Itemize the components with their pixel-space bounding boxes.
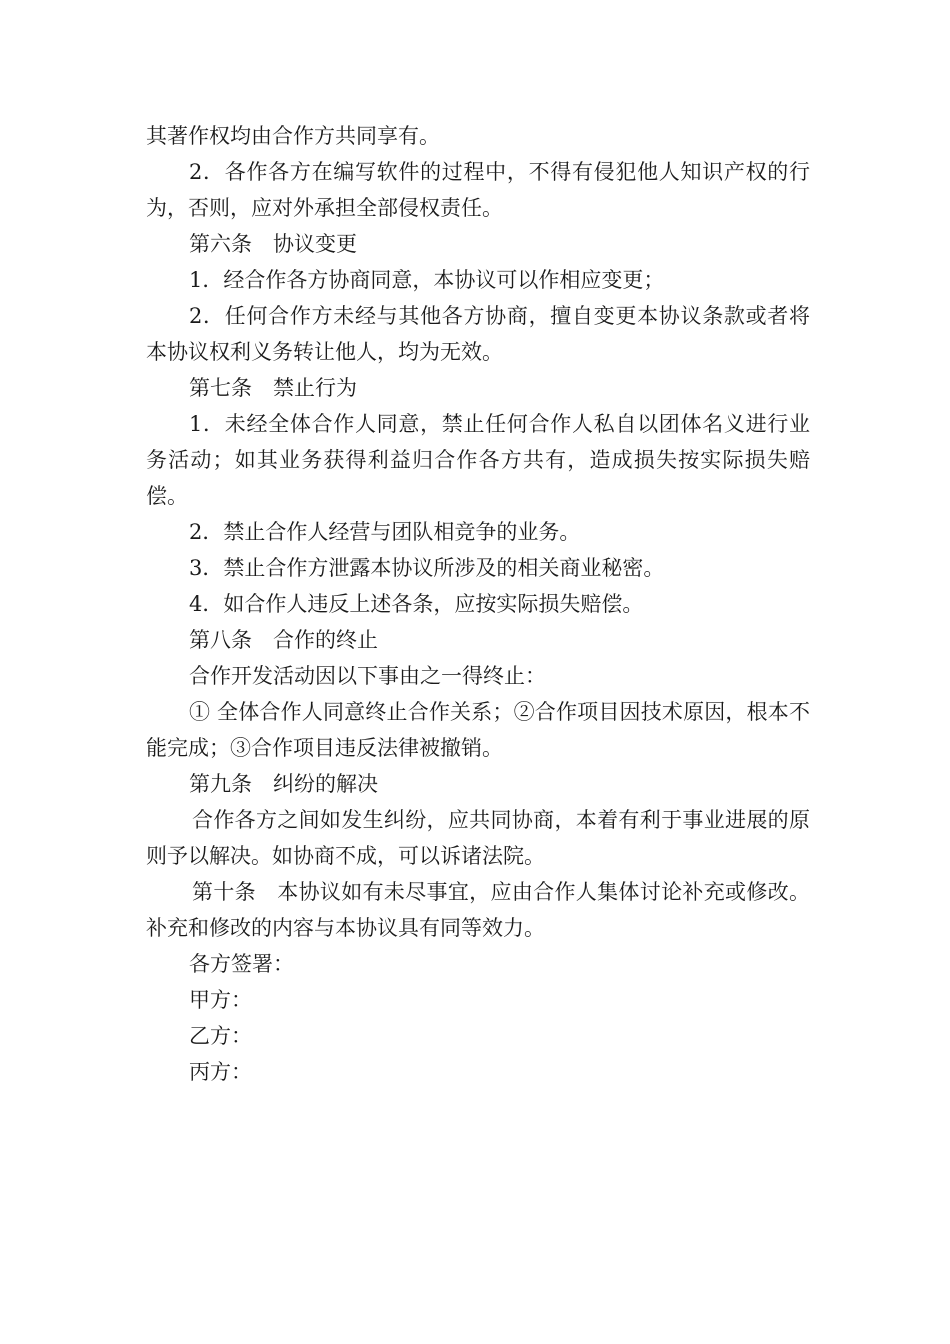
paragraph-article-8-intro: 合作开发活动因以下事由之一得终止：	[189, 664, 546, 688]
paragraph-clause-5-item-2: 2．各作各方在编写软件的过程中，不得有侵犯他人知识产权的行为，否则，应对外承担全部侵权责任。	[146, 160, 810, 220]
signature-heading: 各方签署：	[189, 952, 294, 976]
heading-article-7: 第七条 禁止行为	[189, 376, 357, 400]
paragraph-article-7-item-3: 3．禁止合作方泄露本协议所涉及的相关商业秘密。	[189, 556, 665, 580]
paragraph-article-9-body: 合作各方之间如发生纠纷，应共同协商，本着有利于事业进展的原则予以解决。如协商不成，可以诉诸法院。	[146, 808, 810, 868]
heading-article-9: 第九条 纠纷的解决	[189, 772, 378, 796]
paragraph-article-7-item-1: 1．未经全体合作人同意，禁止任何合作人私自以团体名义进行业务活动；如其业务获得利益归合作各方共有，造成损失按实际损失赔偿。	[146, 412, 810, 508]
paragraph-article-6-item-1: 1．经合作各方协商同意，本协议可以作相应变更；	[189, 268, 665, 292]
signature-party-b: 乙方：	[189, 1024, 252, 1048]
signature-party-c: 丙方：	[189, 1060, 252, 1084]
heading-article-6: 第六条 协议变更	[189, 232, 357, 256]
document-body	[146, 118, 810, 1090]
heading-article-8: 第八条 合作的终止	[189, 628, 378, 652]
paragraph-article-10: 第十条 本协议如有未尽事宜，应由合作人集体讨论补充或修改。补充和修改的内容与本协议具有同等效力。	[146, 880, 810, 940]
paragraph-copyright-continuation: 其著作权均由合作方共同享有。	[146, 124, 440, 148]
paragraph-article-6-item-2: 2．任何合作方未经与其他各方协商，擅自变更本协议条款或者将本协议权利义务转让他人，均为无效。	[146, 304, 810, 364]
paragraph-article-7-item-4: 4．如合作人违反上述各条，应按实际损失赔偿。	[189, 592, 644, 616]
paragraph-article-7-item-2: 2．禁止合作人经营与团队相竞争的业务。	[189, 520, 581, 544]
signature-party-a: 甲方：	[189, 988, 252, 1012]
paragraph-article-8-conditions: ① 全体合作人同意终止合作关系；②合作项目因技术原因，根本不能完成；③合作项目违反法律被撤销。	[146, 700, 810, 760]
